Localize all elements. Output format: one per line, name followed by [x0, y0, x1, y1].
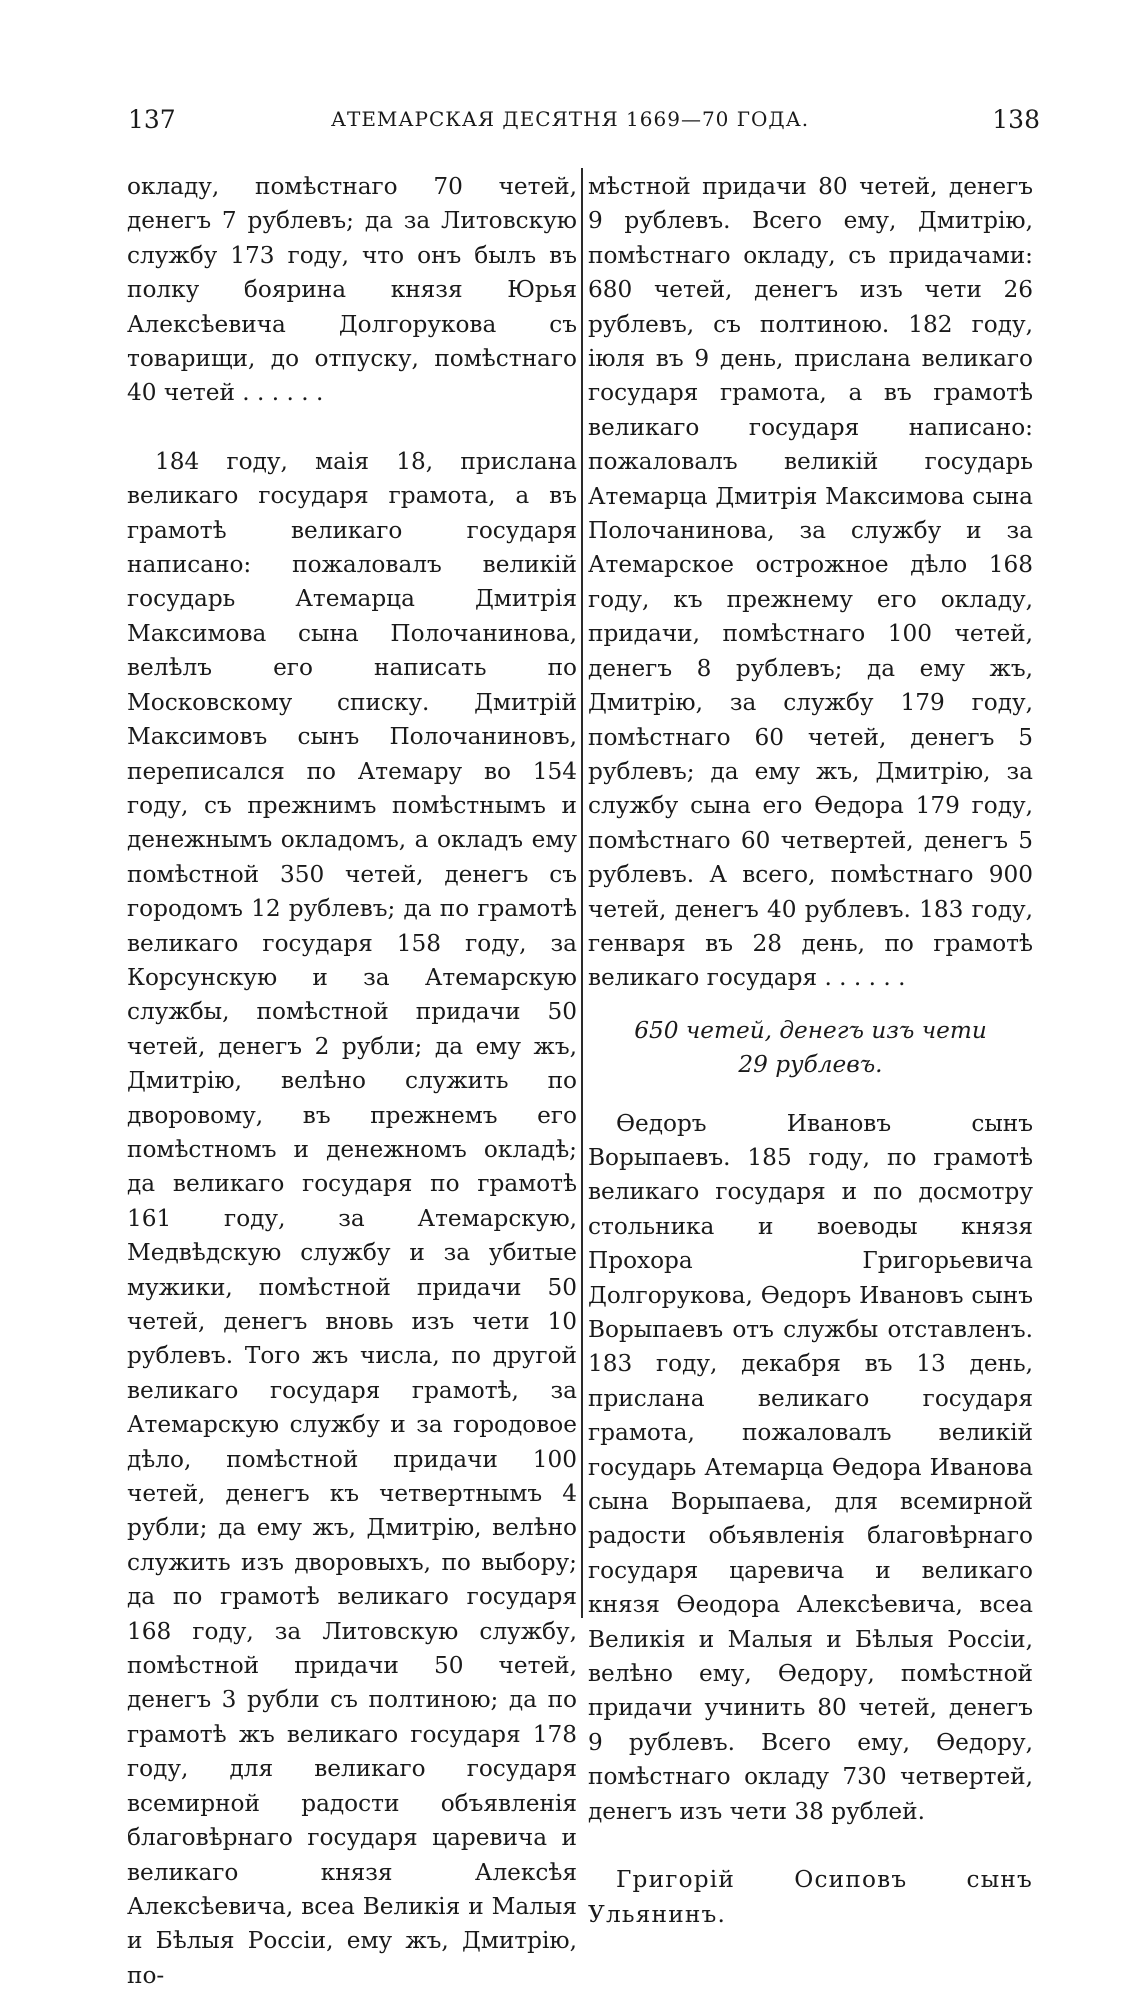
paragraph: 184 году, маія 18, прислана великаго государя грамота, а въ грамотѣ великаго государя написано: пожаловалъ великій государь Атемарца Дмитрія Максимова сына Полочанинова, велѣлъ его написать по Московскому списку. Дмитрій Максимовъ сынъ Полочаниновъ, переписался по Атемару во 154 году, съ прежнимъ помѣстнымъ и денежнымъ окладомъ, а окладъ ему помѣстной 350 четей, денегъ съ городомъ 12 рублевъ; да по грамотѣ великаго государя 158 году, за Корсунскую и за Атемарскую службы, помѣстной придачи 50 четей, денегъ 2 рубли; да ему жъ, Дмитрію, велѣно служить по дворовому, въ прежнемъ его помѣстномъ и денежномъ окладѣ; да великаго государя по грамотѣ 161 году, за Атемарскую, Медвѣдскую службу и за убитые мужики, помѣстной придачи 50 четей, денегъ вновь изъ чети 10 рублевъ. Того жъ числа, по другой великаго государя грамотѣ, за Атемарскую службу и за городовое дѣло, помѣстной придачи 100 четей, денегъ къ четвертнымъ 4 рубли; да ему жъ, Дмитрію, велѣно служить изъ дворовыхъ, по выбору; да по грамотѣ великаго государя 168 году, за Литовскую службу, помѣстной придачи 50 четей, денегъ 3 рубли съ полтиною; да по грамотѣ жъ великаго государя 178 году, для великаго государя всемирной радости объявленія благовѣрнаго государя царевича и великаго князя Алексѣя Алексѣевича, всеа Великія и Малыя и Бѣлыя Россіи, ему жъ, Дмитрію, по-: [127, 447, 577, 1989]
column-divider: [581, 168, 583, 1618]
salary-line: 650 четей, денегъ изъ чети: [634, 1016, 987, 1044]
paragraph: окладу, помѣстнаго 70 четей, денегъ 7 рублевъ; да за Литовскую службу 173 году, что онъ былъ въ полку боярина князя Юрья Алексѣевича Долгорукова съ товарищи, до отпуску, помѣстнаго 40 четей . . . . . .: [127, 173, 577, 407]
right-column: [588, 170, 1033, 1932]
page-header: [0, 105, 1140, 145]
page-number-right: 138: [992, 105, 1040, 134]
left-column: [127, 170, 577, 1993]
paragraph: Өедоръ Ивановъ сынъ Ворыпаевъ. 185 году, по грамотѣ великаго государя и по досмотру стольника и воеводы князя Прохора Григорьевича Долгорукова, Өедоръ Ивановъ сынъ Ворыпаевъ отъ службы отставленъ. 183 году, декабря въ 13 день, прислана великаго государя грамота, пожаловалъ великій государь Атемарца Өедора Иванова сына Ворыпаева, для всемирной радости объявленія благовѣрнаго государя царевича и великаго князя Өеодора Алексѣевича, всеа Великія и Малыя и Бѣлыя Россіи, велѣно ему, Өедору, помѣстной придачи учинить 80 четей, денегъ 9 рублевъ. Всего ему, Өедору, помѣстнаго окладу 730 четвертей, денегъ изъ чети 38 рублей.: [588, 1109, 1033, 1825]
paragraph: мѣстной придачи 80 четей, денегъ 9 рублевъ. Всего ему, Дмитрію, помѣстнаго окладу, съ придачами: 680 четей, денегъ изъ чети 26 рублевъ, съ полтиною. 182 году, іюля въ 9 день, прислана великаго государя грамота, а въ грамотѣ великаго государя написано: пожаловалъ великій государь Атемарца Дмитрія Максимова сына Полочанинова, за службу и за Атемарское острожное дѣло 168 году, къ прежнему его окладу, придачи, помѣстнаго 100 четей, денегъ 8 рублевъ; да ему жъ, Дмитрію, за службу 179 году, помѣстнаго 60 четей, денегъ 5 рублевъ; да ему жъ, Дмитрію, за службу сына его Өедора 179 году, помѣстнаго 60 четвертей, денегъ 5 рублевъ. А всего, помѣстнаго 900 четей, денегъ 40 рублевъ. 183 году, генваря въ 28 день, по грамотѣ великаго государя . . . . . .: [588, 173, 1033, 992]
running-title: АТЕМАРСКАЯ ДЕСЯТНЯ 1669—70 ГОДА.: [330, 107, 810, 131]
person-heading: Григорій Осиповъ сынъ Ульянинъ.: [588, 1866, 1033, 1928]
page-number-left: 137: [128, 105, 176, 134]
salary-line: 29 рублевъ.: [738, 1051, 883, 1079]
